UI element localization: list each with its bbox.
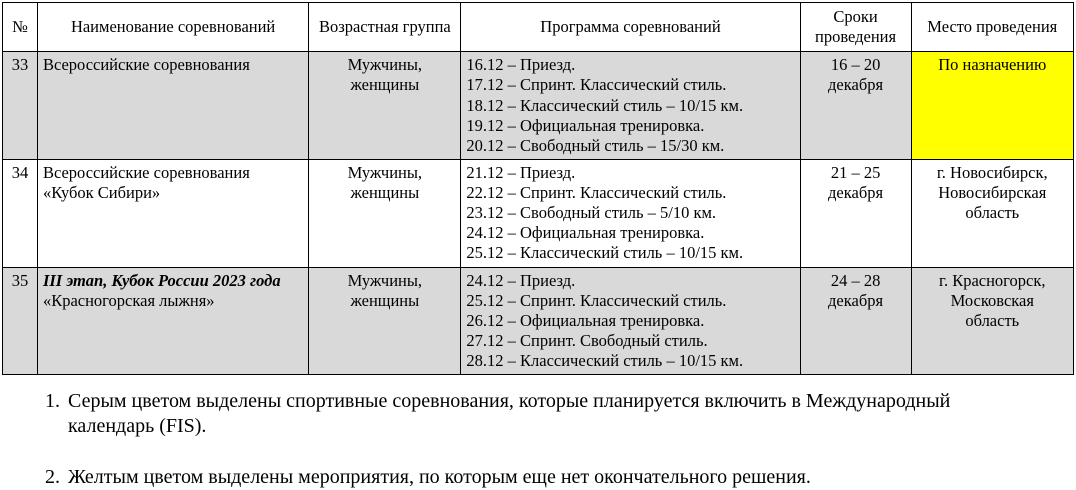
table-header-row	[3, 3, 1074, 52]
column-header-place: Место проведения	[911, 3, 1073, 52]
cell-program-line: 21.12 – Приезд.	[466, 162, 576, 182]
cell-competition-name	[37, 267, 308, 375]
cell-dates	[800, 267, 911, 375]
cell-dates-line: 16 – 20	[830, 55, 881, 75]
table-row	[3, 52, 1074, 160]
cell-program-line: 26.12 – Официальная тренировка.	[466, 310, 705, 330]
cell-dates-line: декабря	[828, 75, 884, 95]
note-text: Желтым цветом выделены мероприятия, по которым еще нет окончательного решения.	[68, 466, 811, 489]
cell-place-line: область	[965, 203, 1020, 223]
cell-place	[911, 267, 1073, 375]
cell-program-line: 27.12 – Спринт. Свободный стиль.	[466, 330, 708, 350]
cell-program-line: 24.12 – Официальная тренировка.	[466, 223, 705, 243]
cell-place-line: область	[965, 310, 1020, 330]
note-text: Серым цветом выделены спортивные соревнования, которые планируется включить в Международный календарь (FIS).	[68, 390, 951, 438]
cell-age-group-line: Мужчины,	[347, 270, 423, 290]
table-row	[3, 267, 1074, 375]
table-header	[3, 3, 1074, 52]
column-header-program: Программа соревнований	[461, 3, 800, 52]
cell-age-group	[309, 159, 461, 267]
cell-competition-name	[37, 52, 308, 160]
notes-block	[0, 389, 1076, 490]
cell-number: 34	[3, 159, 38, 267]
cell-program-line: 24.12 – Приезд.	[466, 270, 576, 290]
cell-program-line: 16.12 – Приезд.	[466, 55, 576, 75]
cell-competition-name-line: III этап, Кубок России 2023 года	[42, 270, 281, 290]
cell-age-group-line: женщины	[350, 290, 420, 310]
cell-program-line: 18.12 – Классический стиль – 10/15 км.	[466, 95, 744, 115]
cell-program-line: 20.12 – Свободный стиль – 15/30 км.	[466, 135, 725, 155]
cell-age-group	[309, 52, 461, 160]
cell-dates-line: декабря	[828, 290, 884, 310]
document-page	[0, 2, 1076, 489]
cell-number: 35	[3, 267, 38, 375]
column-header-age-group: Возрастная группа	[309, 3, 461, 52]
note-item	[30, 465, 1076, 490]
cell-dates	[800, 52, 911, 160]
note-number: 1.	[45, 390, 60, 413]
cell-competition-name-line: «Красногорская лыжня»	[42, 290, 215, 310]
cell-age-group	[309, 267, 461, 375]
cell-place-line: г. Новосибирск,	[936, 162, 1048, 182]
cell-number: 33	[3, 52, 38, 160]
table-row	[3, 159, 1074, 267]
cell-program-line: 17.12 – Спринт. Классический стиль.	[466, 75, 727, 95]
cell-place	[911, 52, 1073, 160]
cell-age-group-line: женщины	[350, 183, 420, 202]
cell-competition-name-line: Всероссийские соревнования	[42, 162, 250, 182]
cell-dates-line: 21 – 25	[830, 162, 881, 182]
cell-place-line: г. Красногорск,	[939, 270, 1046, 290]
cell-competition-name-line: Всероссийские соревнования	[42, 55, 250, 75]
cell-place-line: По назначению	[938, 55, 1047, 75]
cell-age-group-line: Мужчины,	[347, 162, 423, 182]
column-header-dates: Сроки проведения	[800, 3, 911, 52]
note-item	[30, 389, 1076, 439]
competition-schedule-table	[2, 2, 1074, 375]
cell-program	[461, 267, 800, 375]
cell-place	[911, 159, 1073, 267]
note-number: 2.	[45, 466, 60, 489]
cell-program	[461, 159, 800, 267]
cell-competition-name	[37, 159, 308, 267]
cell-dates	[800, 159, 911, 267]
cell-program-line: 25.12 – Классический стиль – 10/15 км.	[466, 243, 744, 263]
table-body	[3, 52, 1074, 375]
column-header-name: Наименование соревнований	[37, 3, 308, 52]
cell-competition-name-line: «Кубок Сибири»	[42, 183, 161, 202]
cell-place-line: Московская	[950, 290, 1034, 310]
cell-program-line: 22.12 – Спринт. Классический стиль.	[466, 183, 727, 202]
cell-age-group-line: женщины	[350, 75, 420, 95]
column-header-number: №	[3, 3, 38, 52]
cell-program-line: 28.12 – Классический стиль – 10/15 км.	[466, 351, 744, 370]
cell-program-line: 23.12 – Свободный стиль – 5/10 км.	[466, 203, 717, 223]
cell-age-group-line: Мужчины,	[347, 55, 423, 75]
cell-dates-line: декабря	[828, 183, 884, 202]
cell-program-line: 19.12 – Официальная тренировка.	[466, 115, 705, 135]
cell-program	[461, 52, 800, 160]
cell-place-line: Новосибирская	[938, 183, 1047, 202]
cell-dates-line: 24 – 28	[830, 270, 881, 290]
cell-program-line: 25.12 – Спринт. Классический стиль.	[466, 290, 727, 310]
